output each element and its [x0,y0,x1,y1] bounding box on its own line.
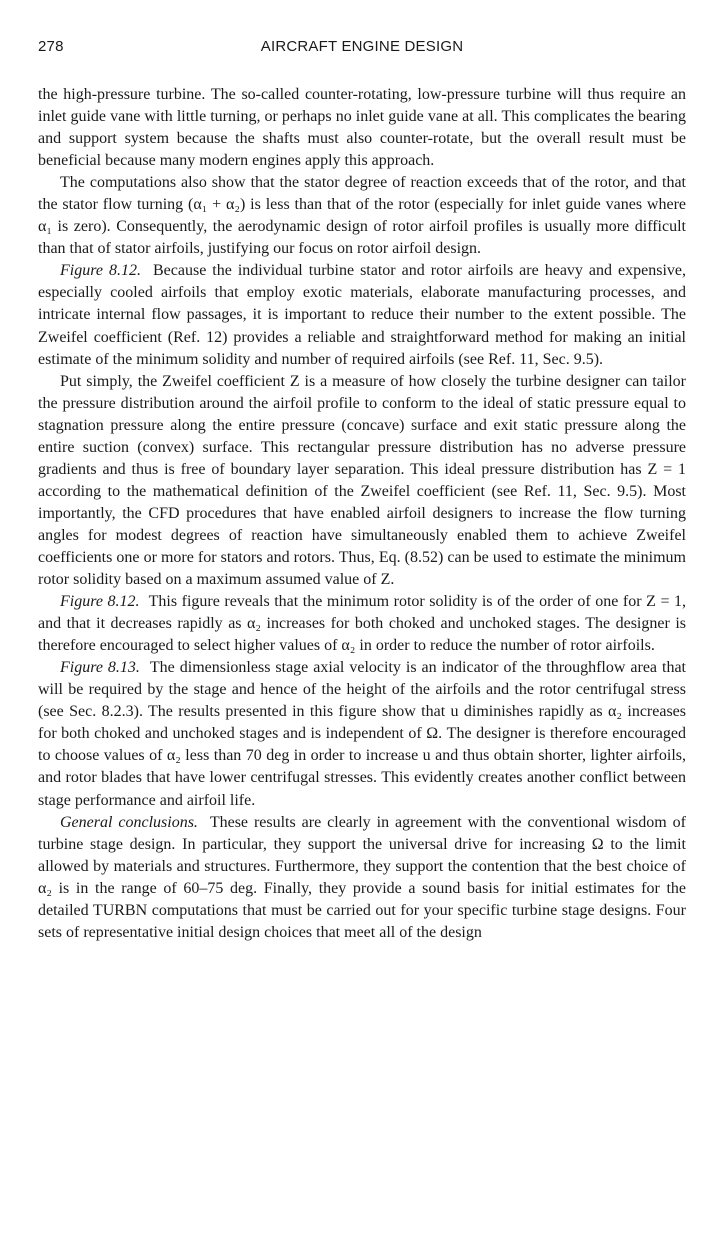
paragraph [38,260,686,370]
paragraph-text: The computations also show that the stator degree of reaction exceeds that of the rotor, and that the stator flow turning (α₁ + α₂) is less than that of the rotor (especially for inlet guide vanes where α₁ is zero). Consequently, the aerodynamic design of rotor airfoil profiles is usually more difficult than that of stator airfoils, justifying our focus on rotor airfoil design. [38,174,686,258]
body-text [38,84,686,944]
paragraph-text: This figure reveals that the minimum rotor solidity is of the order of one for Z = 1, and that it decreases rapidly as α₂ increases for both choked and unchoked stages. The designer is therefore encouraged to select higher values of α₂ in order to reduce the number of rotor airfoils. [38,593,687,655]
paragraph-lead: General conclusions. [60,813,198,831]
running-title: AIRCRAFT ENGINE DESIGN [260,38,464,55]
paragraph [38,371,686,591]
paragraph-text: Because the individual turbine stator and rotor airfoils are heavy and expensive, especially cooled airfoils that employ exotic materials, elaborate manufacturing processes, and intricate internal flow passages, it is important to reduce their number to the extent possible. The Zweifel coefficient (Ref. 12) provides a reliable and straightforward method for making an initial estimate of the minimum solidity and number of required airfoils (see Ref. 11, Sec. 9.5). [38,262,687,368]
paragraph-text: the high-pressure turbine. The so-called counter-rotating, low-pressure turbine will thus require an inlet guide vane with little turning, or perhaps no inlet guide vane at all. This complicates the bearing and support system because the shafts must also counter-rotate, but the overall result must be beneficial because many modern engines apply this approach. [38,86,686,170]
paragraph [38,84,686,172]
paragraph [38,657,686,811]
paragraph-text: The dimensionless stage axial velocity is an indicator of the throughflow area that will be required by the stage and hence of the height of the airfoils and the rotor centrifugal stress (see Sec. 8.2.3). The results presented in this figure show that u diminishes rapidly as α₂ increases for both choked and unchoked stages and is independent of Ω. The designer is therefore encouraged to choose values of α₂ less than 70 deg in order to increase u and thus obtain shorter, lighter airfoils, and rotor blades that have lower centrifugal stresses. This evidently creates another conflict between stage performance and airfoil life. [38,659,686,809]
paragraph-lead: Figure 8.13. [60,659,140,677]
paragraph-text: These results are clearly in agreement with the conventional wisdom of turbine stage design. In particular, they support the universal drive for increasing Ω to the limit allowed by materials and structures. Furthermore, they support the contention that the best choice of α₂ is in the range of 60–75 deg. Finally, they provide a sound basis for initial estimates for the detailed TURBN computations that must be carried out for your specific turbine stage designs. Four sets of representative initial design choices that meet all of the design [38,813,686,941]
page-header [38,38,686,60]
page-number: 278 [38,38,64,55]
paragraph [38,172,686,260]
paragraph [38,591,686,657]
paragraph [38,812,686,944]
paragraph-lead: Figure 8.12. [60,262,141,280]
paragraph-text: Put simply, the Zweifel coefficient Z is a measure of how closely the turbine designer can tailor the pressure distribution around the airfoil profile to conform to the ideal of static pressure equal to stagnation pressure along the entire pressure (concave) surface and exit static pressure along the entire suction (convex) surface. This rectangular pressure distribution has no adverse pressure gradients and thus is free of boundary layer separation. This ideal pressure distribution has Z = 1 according to the mathematical definition of the Zweifel coefficient (see Ref. 11, Sec. 9.5). Most importantly, the CFD procedures that have enabled airfoil designers to increase the flow turning angles for modest degrees of reaction have simultaneously enabled them to achieve Zweifel coefficients one or more for stators and rotors. Thus, Eq. (8.52) can be used to estimate the minimum rotor solidity based on a maximum assumed value of Z. [38,372,686,589]
paragraph-lead: Figure 8.12. [60,593,140,611]
